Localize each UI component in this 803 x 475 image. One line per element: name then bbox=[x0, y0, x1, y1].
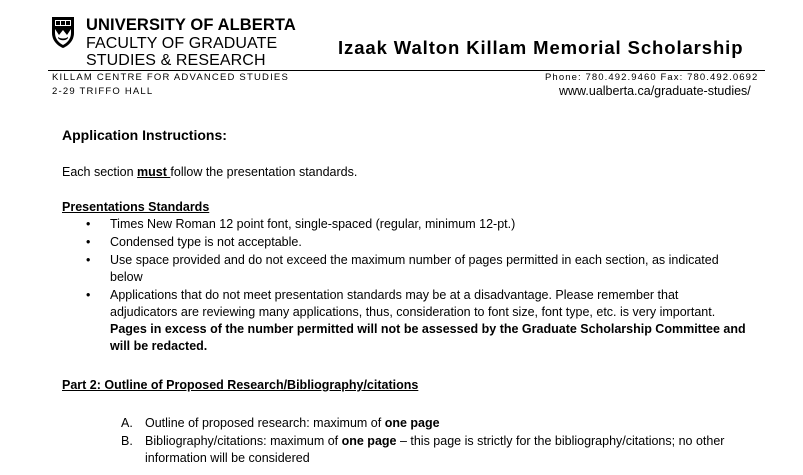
faculty-name-line2: STUDIES & RESEARCH bbox=[86, 52, 266, 69]
list-item-text-after: – this page is strictly for the bibliography/citations; no other information will be considered bbox=[145, 434, 725, 465]
bullet: • bbox=[86, 288, 91, 302]
intro-emphasis: must bbox=[137, 165, 171, 179]
instructions-intro bbox=[62, 165, 357, 179]
list-item-bold-text: one page bbox=[341, 434, 397, 448]
office-address: 2-29 TRIFFO HALL bbox=[52, 86, 154, 97]
list-item bbox=[121, 415, 751, 432]
list-item bbox=[121, 433, 751, 467]
list-item-text: Outline of proposed research: maximum of bbox=[145, 416, 385, 430]
list-item bbox=[86, 252, 746, 286]
bullet: • bbox=[86, 217, 91, 231]
intro-before: Each section bbox=[62, 165, 138, 179]
list-item-text: Times New Roman 12 point font, single-spaced (regular, minimum 12-pt.) bbox=[110, 217, 516, 231]
bullet: • bbox=[86, 253, 91, 267]
list-item-text: Use space provided and do not exceed the maximum number of pages permitted in each section, as indicated below bbox=[110, 253, 719, 284]
document-title: Izaak Walton Killam Memorial Scholarship bbox=[338, 37, 744, 58]
centre-name: KILLAM CENTRE FOR ADVANCED STUDIES bbox=[52, 72, 289, 83]
intro-after: follow the presentation standards. bbox=[170, 165, 358, 179]
university-crest-icon bbox=[50, 15, 76, 49]
phone-fax: Phone: 780.492.9460 Fax: 780.492.0692 bbox=[545, 72, 759, 83]
list-item bbox=[86, 216, 746, 233]
presentation-standards-heading: Presentations Standards bbox=[62, 200, 210, 214]
instructions-heading: Application Instructions: bbox=[62, 127, 227, 143]
list-item-text: Bibliography/citations: maximum of bbox=[145, 434, 342, 448]
presentation-standards-list bbox=[86, 216, 746, 356]
list-item bbox=[86, 287, 746, 355]
header-divider bbox=[48, 70, 765, 71]
list-letter: B. bbox=[121, 434, 133, 448]
list-item-bold-text: Pages in excess of the number permitted will not be assessed by the Graduate Scholarship Committee and will be redacted. bbox=[110, 322, 746, 353]
university-name: UNIVERSITY OF ALBERTA bbox=[86, 16, 296, 34]
part2-heading: Part 2: Outline of Proposed Research/Bibliography/citations bbox=[62, 378, 419, 392]
list-item-bold-text: one page bbox=[384, 416, 440, 430]
list-item bbox=[86, 234, 746, 251]
list-letter: A. bbox=[121, 416, 133, 430]
part2-list bbox=[121, 415, 751, 468]
bullet: • bbox=[86, 235, 91, 249]
faculty-name-line1: FACULTY OF GRADUATE bbox=[86, 35, 278, 52]
list-item-text: Applications that do not meet presentation standards may be at a disadvantage. Please remember that adjudicators are reviewing many applications, thus, consideration to font size, font type, etc. is very important. bbox=[110, 288, 716, 319]
website-url: www.ualberta.ca/graduate-studies/ bbox=[559, 84, 751, 98]
list-item-text: Condensed type is not acceptable. bbox=[110, 235, 302, 249]
